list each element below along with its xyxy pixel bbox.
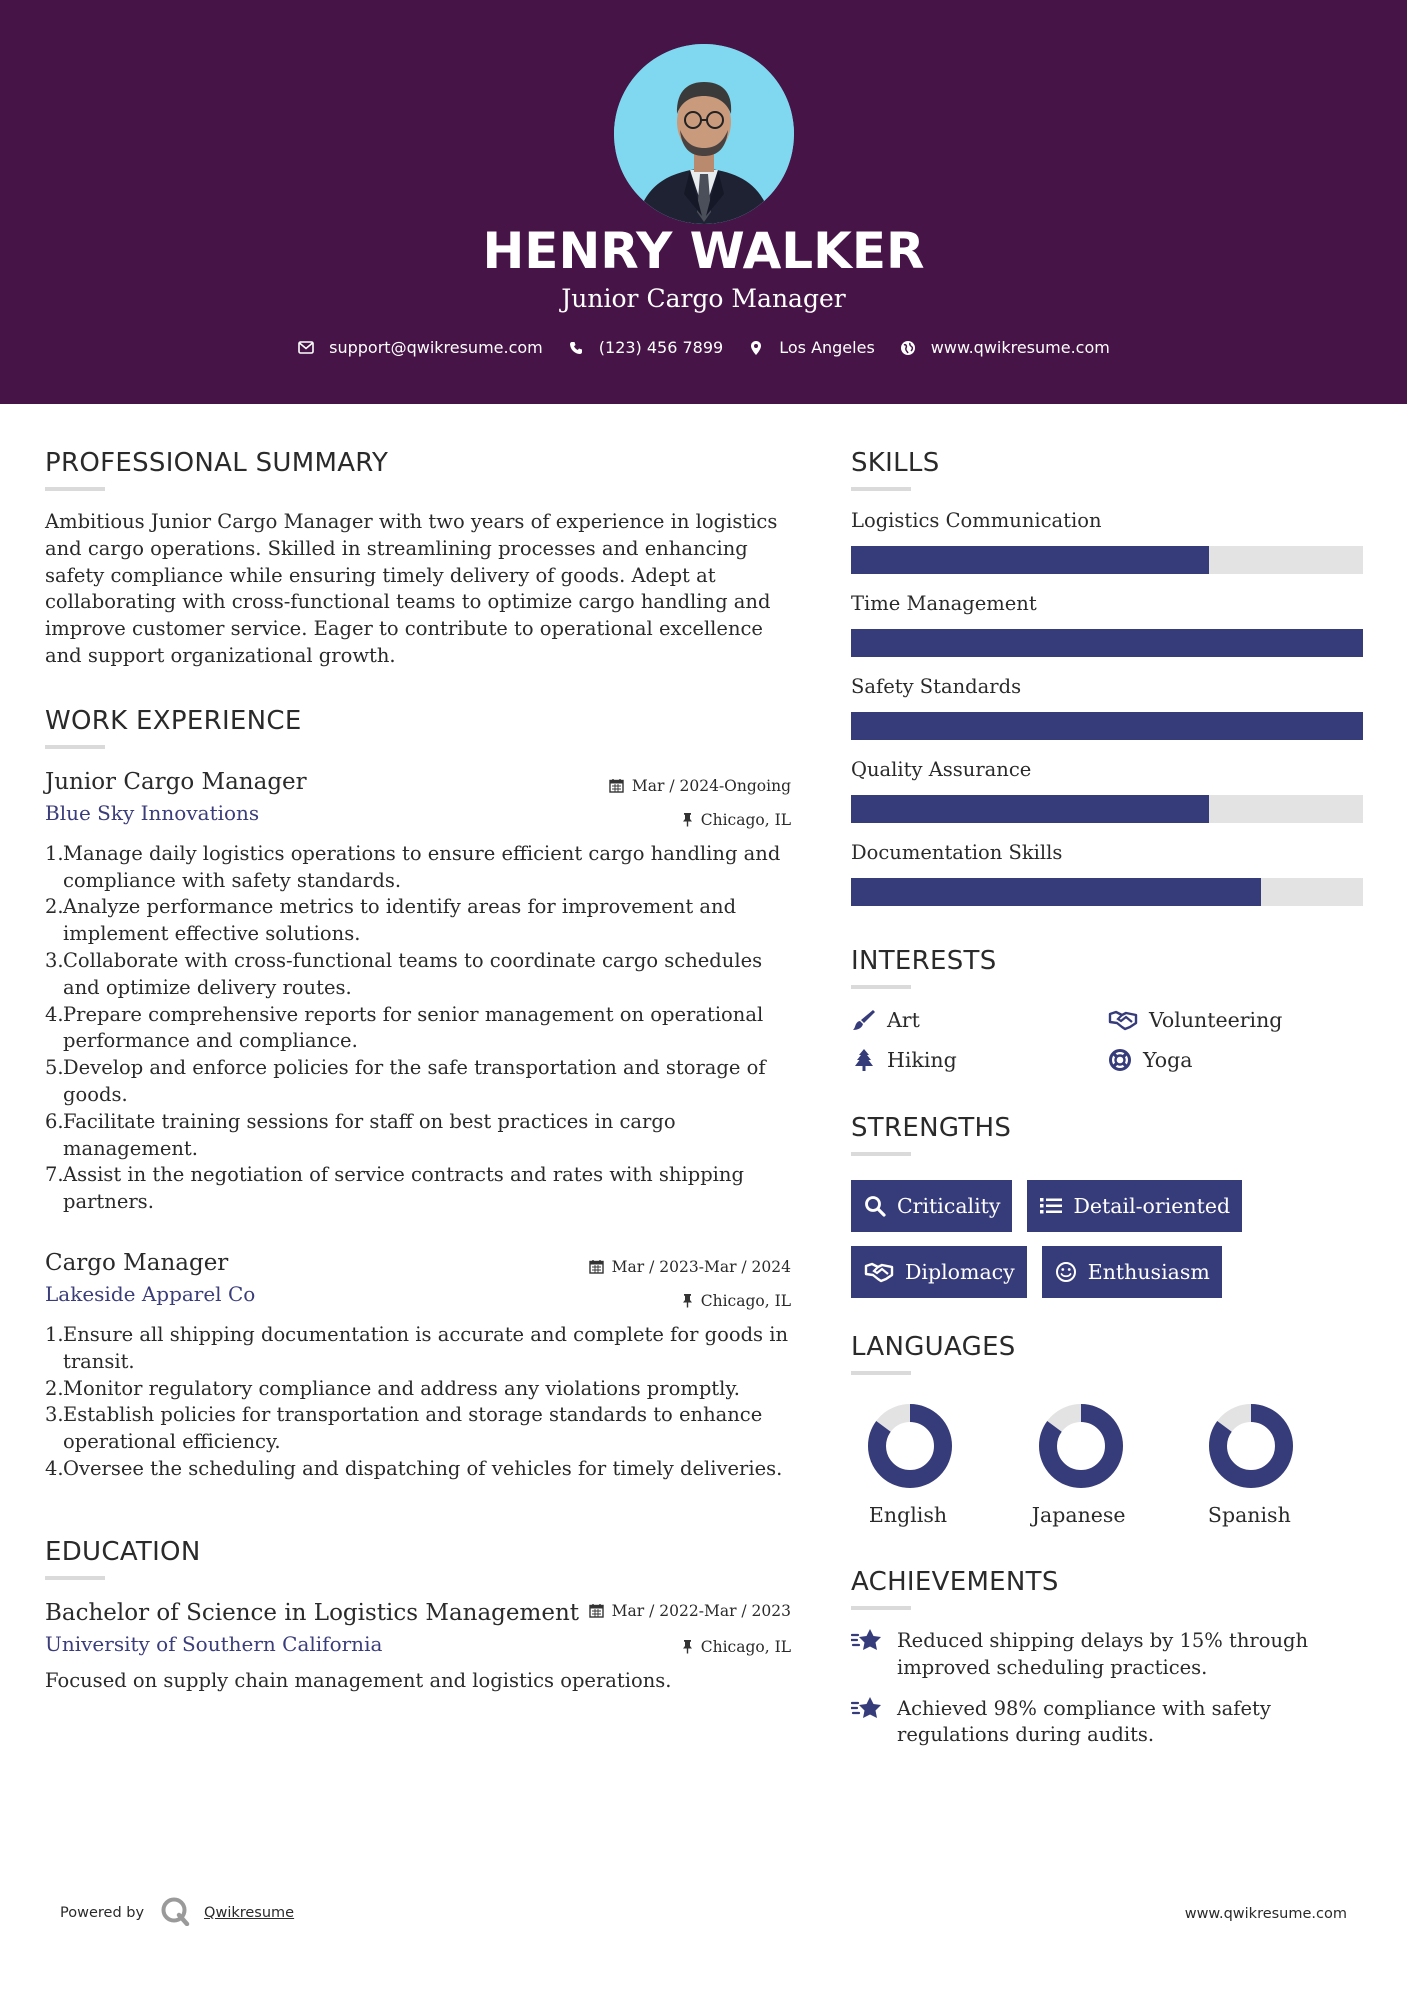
language-item <box>1022 1403 1193 1527</box>
resume-header <box>0 0 1407 404</box>
skill-bar <box>851 546 1363 574</box>
achievement-item <box>851 1628 1363 1682</box>
contact-location-text: Los Angeles <box>779 338 875 357</box>
interest-name: Art <box>887 1008 920 1032</box>
skill-bar <box>851 629 1363 657</box>
skills-heading: SKILLS <box>851 448 940 478</box>
strength-name: Criticality <box>897 1194 1001 1218</box>
skill-bar <box>851 878 1363 906</box>
interest-item <box>1107 1007 1363 1033</box>
strength-name: Diplomacy <box>905 1260 1015 1284</box>
skill-bar-fill <box>851 795 1209 823</box>
smile-icon <box>1054 1260 1078 1284</box>
experience-section <box>45 706 791 1483</box>
degree-title: Bachelor of Science in Logistics Management <box>45 1599 579 1626</box>
job-duties-list <box>45 841 791 1216</box>
map-pin-icon <box>747 339 765 357</box>
skill-name: Quality Assurance <box>851 758 1032 781</box>
strength-name: Enthusiasm <box>1087 1260 1210 1284</box>
interest-item <box>851 1047 1107 1073</box>
paintbrush-icon <box>851 1007 877 1033</box>
list-item: 6. Facilitate training sessions for staff on best practices in cargo management. <box>45 1109 676 1160</box>
list-item: 3. Collaborate with cross-functional teams to coordinate cargo schedules and optimize delivery routes. <box>45 948 763 999</box>
strengths-heading: STRENGTHS <box>851 1113 1012 1143</box>
heading-divider <box>851 487 911 491</box>
heading-divider <box>851 1152 911 1156</box>
skill-name: Safety Standards <box>851 675 1022 698</box>
tree-icon <box>851 1047 877 1073</box>
languages-section <box>851 1332 1363 1527</box>
left-column <box>45 448 791 1695</box>
list-item: 3. Establish policies for transportation and storage standards to enhance operational efficiency. <box>45 1403 763 1454</box>
candidate-name: HENRY WALKER <box>482 222 925 280</box>
strength-chip <box>1042 1246 1222 1298</box>
strength-chip <box>851 1180 1012 1232</box>
job-date <box>609 777 791 795</box>
language-name: Japanese <box>1031 1503 1126 1527</box>
interest-item <box>851 1007 1107 1033</box>
job-company: Blue Sky Innovations <box>45 800 260 825</box>
job-location-text: Chicago, IL <box>700 810 791 829</box>
language-ring <box>1038 1403 1124 1489</box>
calendar-icon <box>589 1603 604 1618</box>
strengths-section <box>851 1113 1363 1298</box>
heading-divider <box>45 487 105 491</box>
handshake-icon <box>863 1260 895 1284</box>
list-item: 1. Ensure all shipping documentation is accurate and complete for goods in transit. <box>45 1322 789 1373</box>
achievement-text: Reduced shipping delays by 15% through improved scheduling practices. <box>897 1629 1309 1679</box>
handshake-icon <box>1107 1007 1139 1033</box>
qwikresume-logo-icon <box>160 1896 190 1930</box>
heading-divider <box>45 1576 105 1580</box>
skill-item <box>851 841 1363 906</box>
achievements-section <box>851 1567 1363 1749</box>
job-location-text: Chicago, IL <box>700 1291 791 1310</box>
experience-heading: WORK EXPERIENCE <box>45 705 302 736</box>
skill-item <box>851 592 1363 657</box>
right-column <box>851 448 1363 1749</box>
summary-heading: PROFESSIONAL SUMMARY <box>45 448 389 478</box>
lifebuoy-icon <box>1107 1047 1133 1073</box>
summary-text: Ambitious Junior Cargo Manager with two years of experience in logistics and cargo operations. Skilled in streamlining processes and enhancing safety compliance while ensuring timely delivery of goods. Adept at collaborating with cross-functional teams to optimize cargo handling and improve customer service. Eager to contribute to operational excellence and support organizational growth. <box>45 510 778 667</box>
language-ring <box>867 1403 953 1489</box>
job-entry <box>45 769 791 1216</box>
job-title: Junior Cargo Manager <box>45 768 307 795</box>
list-item: 7. Assist in the negotiation of service contracts and rates with shipping partners. <box>45 1163 744 1214</box>
languages-heading: LANGUAGES <box>851 1332 1016 1362</box>
job-entry <box>45 1250 791 1483</box>
job-date-text: Mar / 2023-Mar / 2024 <box>611 1257 791 1276</box>
list-item: 5. Develop and enforce policies for the safe transportation and storage of goods. <box>45 1056 766 1106</box>
skill-bar-fill <box>851 546 1209 574</box>
achievement-item <box>851 1696 1363 1750</box>
achievements-heading: ACHIEVEMENTS <box>851 1567 1059 1597</box>
calendar-icon <box>609 778 624 793</box>
skill-bar <box>851 712 1363 740</box>
candidate-title: Junior Cargo Manager <box>561 284 846 313</box>
contact-website[interactable] <box>899 338 1110 357</box>
heading-divider <box>851 985 911 989</box>
contact-email-text: support@qwikresume.com <box>329 338 543 357</box>
skills-section <box>851 448 1363 906</box>
education-section <box>45 1537 791 1695</box>
interests-list <box>851 1007 1363 1073</box>
strengths-list <box>851 1180 1271 1298</box>
list-item: 2. Monitor regulatory compliance and address any violations promptly. <box>45 1376 741 1400</box>
search-icon <box>863 1194 887 1218</box>
footer-powered-by <box>60 1896 294 1930</box>
education-date <box>589 1602 791 1620</box>
skill-name: Documentation Skills <box>851 841 1063 864</box>
contact-phone-text: (123) 456 7899 <box>598 338 724 357</box>
skill-bar-fill <box>851 878 1261 906</box>
contact-website-text: www.qwikresume.com <box>930 338 1110 357</box>
envelope-icon <box>297 339 315 357</box>
qwikresume-link[interactable]: Qwikresume <box>204 1905 295 1921</box>
summary-section <box>45 448 791 670</box>
education-location-text: Chicago, IL <box>700 1637 791 1656</box>
strength-name: Detail-oriented <box>1073 1194 1231 1218</box>
skill-bar <box>851 795 1363 823</box>
list-item: 1. Manage daily logistics operations to ensure efficient cargo handling and compliance with safety standards. <box>45 841 781 892</box>
languages-list <box>851 1403 1363 1527</box>
star-icon <box>851 1626 885 1656</box>
powered-by-label: Powered by <box>60 1905 145 1921</box>
interest-name: Hiking <box>887 1048 957 1072</box>
skill-item <box>851 675 1363 740</box>
globe-icon <box>899 339 917 357</box>
education-description: Focused on supply chain management and logistics operations. <box>45 1668 672 1692</box>
language-ring <box>1208 1403 1294 1489</box>
contact-phone[interactable] <box>567 338 723 357</box>
job-title: Cargo Manager <box>45 1249 229 1276</box>
list-item: 4. Oversee the scheduling and dispatching of vehicles for timely deliveries. <box>45 1456 783 1480</box>
school-name: University of Southern California <box>45 1631 383 1656</box>
education-date-text: Mar / 2022-Mar / 2023 <box>611 1601 791 1620</box>
education-location <box>682 1638 791 1656</box>
star-icon <box>851 1694 885 1724</box>
language-item <box>851 1403 1022 1527</box>
interest-item <box>1107 1047 1363 1073</box>
heading-divider <box>851 1606 911 1610</box>
job-location <box>682 811 791 829</box>
interests-section <box>851 946 1363 1073</box>
contact-location <box>747 338 875 357</box>
achievement-text: Achieved 98% compliance with safety regulations during audits. <box>897 1696 1271 1747</box>
calendar-icon <box>589 1259 604 1274</box>
skill-name: Logistics Communication <box>851 509 1102 532</box>
pushpin-icon <box>682 1639 693 1654</box>
skills-list <box>851 509 1363 906</box>
job-date-text: Mar / 2024-Ongoing <box>631 776 791 795</box>
interest-name: Yoga <box>1143 1048 1193 1072</box>
education-heading: EDUCATION <box>45 1536 201 1567</box>
language-item <box>1192 1403 1363 1527</box>
skill-name: Time Management <box>851 592 1037 615</box>
pushpin-icon <box>682 812 693 827</box>
skill-bar-fill <box>851 712 1363 740</box>
strength-chip <box>1027 1180 1242 1232</box>
language-name: Spanish <box>1207 1503 1291 1527</box>
phone-icon <box>567 339 585 357</box>
pushpin-icon <box>682 1293 693 1308</box>
skill-item <box>851 758 1363 823</box>
strength-chip <box>851 1246 1027 1298</box>
education-entry <box>45 1600 791 1695</box>
footer-website[interactable]: www.qwikresume.com <box>1184 1906 1347 1922</box>
skill-bar-fill <box>851 629 1363 657</box>
interests-heading: INTERESTS <box>851 946 997 976</box>
heading-divider <box>45 745 105 749</box>
job-company: Lakeside Apparel Co <box>45 1281 256 1306</box>
skill-item <box>851 509 1363 574</box>
contact-bar <box>0 338 1407 357</box>
interest-name: Volunteering <box>1149 1008 1283 1032</box>
job-location <box>682 1292 791 1310</box>
job-date <box>589 1258 791 1276</box>
contact-email[interactable] <box>297 338 543 357</box>
list-item: 2. Analyze performance metrics to identify areas for improvement and implement effective solutions. <box>45 895 737 946</box>
list-item: 4. Prepare comprehensive reports for senior management on operational performance and compliance. <box>45 1002 764 1053</box>
job-duties-list <box>45 1322 791 1483</box>
language-name: English <box>868 1503 948 1527</box>
list-icon <box>1039 1194 1063 1218</box>
heading-divider <box>851 1371 911 1375</box>
avatar <box>614 44 794 224</box>
